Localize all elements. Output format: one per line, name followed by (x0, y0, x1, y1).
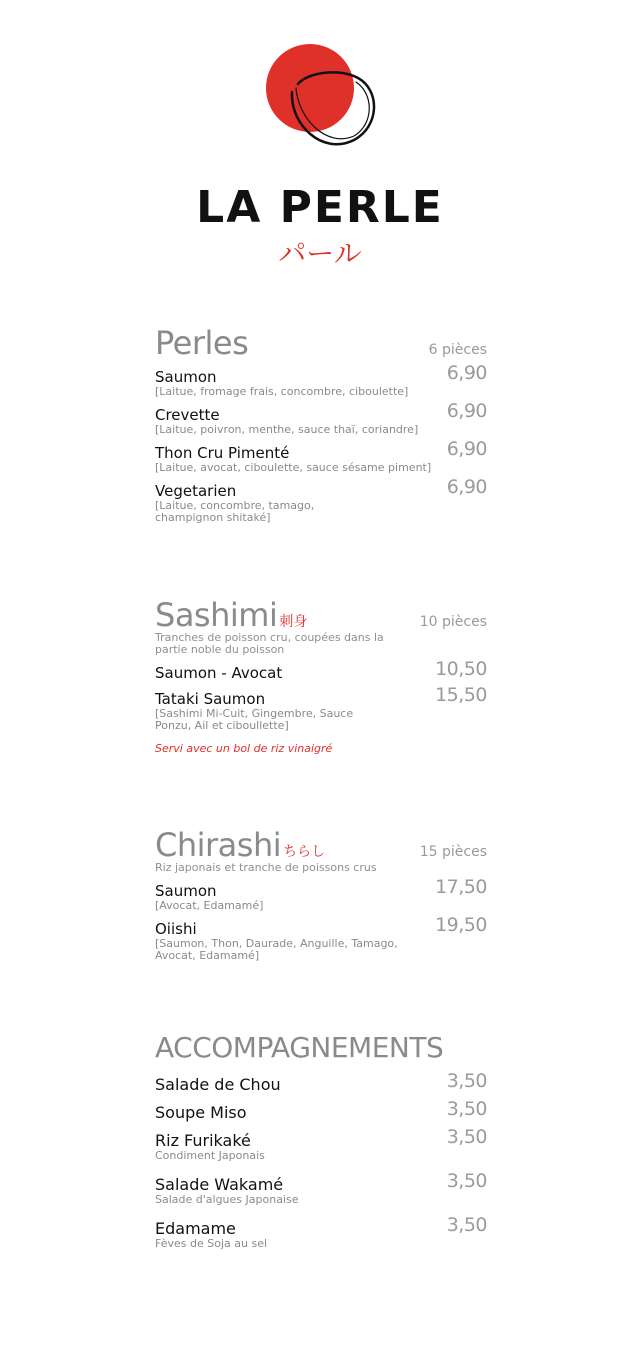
item-price: 10,50 (435, 658, 487, 680)
section-sashimi (155, 598, 487, 755)
menu-item (155, 438, 487, 474)
section-header (155, 326, 487, 360)
item-name: Saumon (155, 882, 217, 900)
brand-name-jp: パール (278, 237, 362, 270)
section-title-text: Sashimi (155, 596, 278, 634)
item-price: 3,50 (446, 1098, 487, 1120)
item-description: [Laitue, fromage frais, concombre, ciboulette] (155, 385, 409, 398)
piece-count: 10 pièces (419, 614, 487, 630)
item-price: 15,50 (435, 684, 487, 706)
item-description: [Sashimi Mi-Cuit, Gingembre, Sauce Ponzu, Ail et ciboullette] (155, 707, 354, 732)
logo-enso-icon (262, 44, 378, 160)
menu-item (155, 658, 487, 682)
item-name: Riz Furikaké (155, 1131, 251, 1150)
item-name: Thon Cru Pimenté (155, 444, 290, 462)
menu-item (155, 1170, 487, 1206)
item-description: Fèves de Soja au sel (155, 1237, 268, 1250)
section-chirashi (155, 828, 487, 962)
item-price: 6,90 (446, 438, 487, 460)
menu-item (155, 362, 487, 398)
section-subtitle: Tranches de poisson cru, coupées dans la partie noble du poisson (155, 631, 384, 656)
section-title-jp: ちらし (283, 844, 326, 860)
brand-name: LA PERLE (196, 182, 444, 233)
section-title: Perles (155, 324, 249, 362)
item-price: 3,50 (446, 1070, 487, 1092)
item-price: 3,50 (446, 1170, 487, 1192)
item-description: [Laitue, poivron, menthe, sauce thaï, coriandre] (155, 423, 419, 436)
item-price: 19,50 (435, 914, 487, 936)
item-name: Crevette (155, 406, 220, 424)
item-price: 3,50 (446, 1126, 487, 1148)
section-header (155, 828, 487, 862)
section-title-text: Chirashi (155, 826, 282, 864)
menu-item (155, 400, 487, 436)
item-description: [Avocat, Edamamé] (155, 899, 264, 912)
section-header (155, 598, 487, 632)
section-title-jp: 刺身 (279, 614, 308, 630)
menu-item (155, 876, 487, 912)
item-price: 17,50 (435, 876, 487, 898)
item-price: 6,90 (446, 400, 487, 422)
item-description: Salade d'algues Japonaise (155, 1193, 299, 1206)
section-title: ACCOMPAGNEMENTS (155, 1031, 444, 1064)
item-name: Saumon - Avocat (155, 664, 283, 682)
item-name: Saumon (155, 368, 217, 386)
item-price: 3,50 (446, 1214, 487, 1236)
piece-count: 6 pièces (428, 342, 487, 358)
item-name: Soupe Miso (155, 1103, 247, 1122)
menu-item (155, 1098, 487, 1122)
item-price: 6,90 (446, 362, 487, 384)
section-title (155, 596, 307, 634)
item-name: Salade Wakamé (155, 1175, 284, 1194)
menu-item (155, 1070, 487, 1094)
item-name: Tataki Saumon (155, 690, 266, 708)
item-description: [Laitue, avocat, ciboulette, sauce sésame piment] (155, 461, 432, 474)
item-name: Vegetarien (155, 482, 237, 500)
item-description: [Saumon, Thon, Daurade, Anguille, Tamago, Avocat, Edamamé] (155, 937, 398, 962)
menu-item (155, 914, 487, 962)
item-description: Condiment Japonais (155, 1149, 265, 1162)
menu-item (155, 1214, 487, 1250)
item-name: Salade de Chou (155, 1075, 281, 1094)
section-perles (155, 326, 487, 524)
menu-item (155, 476, 487, 524)
item-price: 6,90 (446, 476, 487, 498)
section-accompagnements (155, 1032, 487, 1250)
section-subtitle: Riz japonais et tranche de poissons crus (155, 861, 377, 874)
serving-note: Servi avec un bol de riz vinaigré (155, 742, 333, 755)
piece-count: 15 pièces (419, 844, 487, 860)
item-name: Edamame (155, 1219, 236, 1238)
menu-item (155, 1126, 487, 1162)
item-description: [Laitue, concombre, tamago, champignon shitaké] (155, 499, 315, 524)
menu-item (155, 684, 487, 732)
item-name: Oiishi (155, 920, 197, 938)
section-title (155, 826, 325, 864)
